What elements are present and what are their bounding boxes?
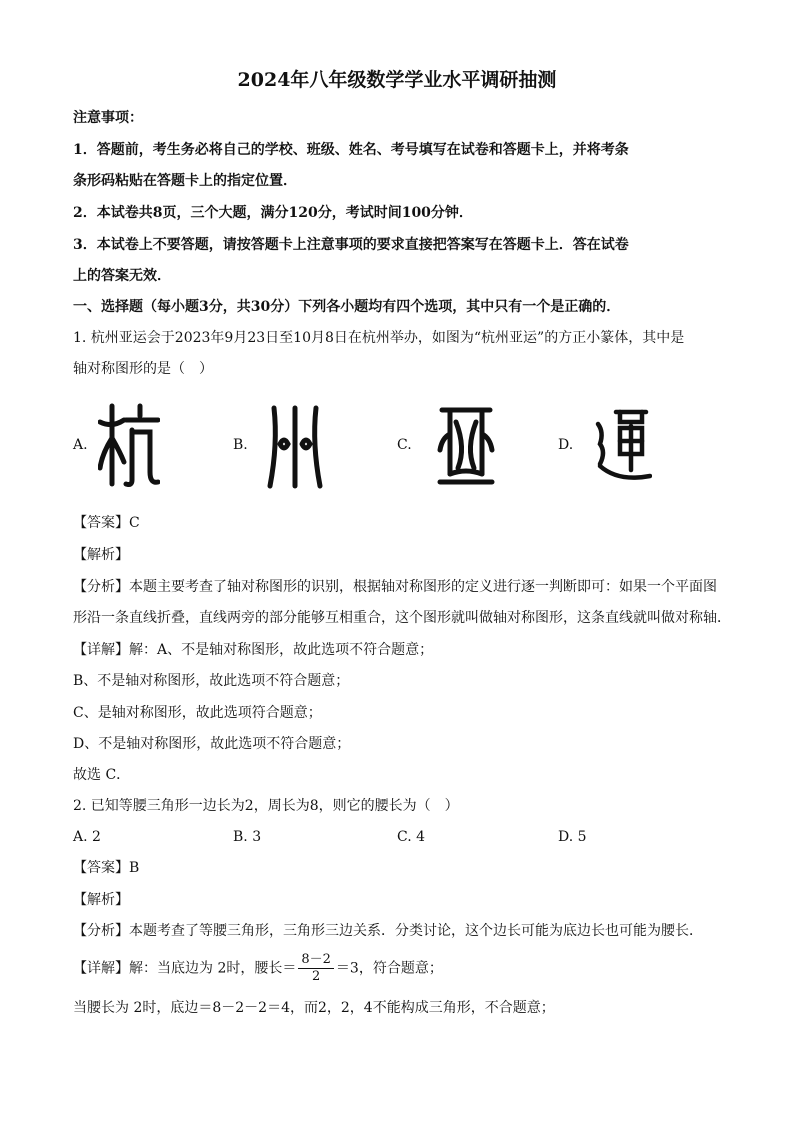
notice-item-2: 2．本试卷共8页，三个大题，满分120分，考试时间100分钟． (73, 205, 473, 221)
section-1-heading: 一、选择题（每小题3分，共30分）下列各小题均有四个选项，其中只有一个是正确的． (73, 299, 621, 315)
question-2-case-2: 当腰长为 2时，底边＝8－2－2＝4，而2，2，4不能构成三角形，不合题意； (73, 1000, 555, 1016)
question-2-detail-line (73, 952, 443, 985)
fraction (298, 952, 334, 985)
notice-heading: 注意事项： (73, 110, 143, 126)
question-1-stem-line-1: 1. 杭州亚运会于2023年9月23日至10月8日在杭州举办，如图为“杭州亚运”的方正小篆体，其中是 (73, 330, 685, 346)
question-2-stem: 2. 已知等腰三角形一边长为2，周长为8，则它的腰长为（ ） (73, 798, 459, 814)
q1-option-c-label: C. (397, 437, 412, 453)
question-1-detail-c: C、是轴对称图形，故此选项符合题意； (73, 705, 322, 721)
notice-item-3-line-2: 上的答案无效． (73, 268, 171, 284)
q1-option-d-label: D. (558, 437, 574, 453)
question-1-analysis-line-2: 形沿一条直线折叠，直线两旁的部分能够互相重合，这个图形就叫做轴对称图形，这条直线就叫做对称轴． (73, 610, 731, 626)
seal-glyph-zhou-icon (266, 404, 324, 490)
question-1-detail-d: D、不是轴对称图形，故此选项不符合题意； (73, 736, 351, 752)
q1-option-b-label: B. (233, 437, 248, 453)
question-1-analysis-line-1: 【分析】本题主要考查了轴对称图形的识别，根据轴对称图形的定义进行逐一判断即可：如果一个平面图 (73, 579, 717, 595)
q2-option-c: C. 4 (397, 829, 426, 845)
question-2-jiexi: 【解析】 (73, 892, 129, 908)
seal-glyph-yun-icon (594, 404, 652, 484)
question-2-detail-prefix: 【详解】解：当底边为 2时，腰长＝ (73, 960, 297, 977)
page-title: 2024年八年级数学学业水平调研抽测 (237, 69, 557, 91)
question-1-answer: 【答案】C (73, 515, 140, 531)
seal-glyph-ya-icon (436, 404, 496, 488)
notice-item-1-line-2: 条形码粘贴在答题卡上的指定位置． (73, 173, 297, 189)
q2-option-d: D. 5 (558, 829, 587, 845)
question-2-answer: 【答案】B (73, 860, 140, 876)
fraction-denominator: 2 (311, 969, 321, 984)
q2-option-b: B. 3 (233, 829, 262, 845)
notice-item-3-line-1: 3．本试卷上不要答题，请按答题卡上注意事项的要求直接把答案写在答题卡上．答在试卷 (73, 237, 629, 253)
question-1-jiexi: 【解析】 (73, 547, 129, 563)
fraction-numerator: 8－2 (298, 952, 334, 969)
q2-option-a: A. 2 (73, 829, 101, 845)
question-2-analysis: 【分析】本题考查了等腰三角形，三角形三边关系．分类讨论，这个边长可能为底边长也可能为腰长． (73, 923, 703, 939)
question-1-detail-a: 【详解】解：A、不是轴对称图形，故此选项不符合题意； (73, 642, 434, 658)
question-1-conclusion: 故选 C． (73, 767, 131, 783)
question-1-detail-b: B、不是轴对称图形，故此选项不符合题意； (73, 673, 350, 689)
notice-item-1-line-1: 1．答题前，考生务必将自己的学校、班级、姓名、考号填写在试卷和答题卡上，并将考条 (73, 142, 629, 158)
seal-glyph-hang-icon (98, 402, 160, 488)
question-1-stem-line-2: 轴对称图形的是（ ） (73, 361, 213, 377)
q1-option-a-label: A. (73, 437, 88, 453)
question-2-detail-suffix: ＝3，符合题意； (335, 960, 443, 977)
